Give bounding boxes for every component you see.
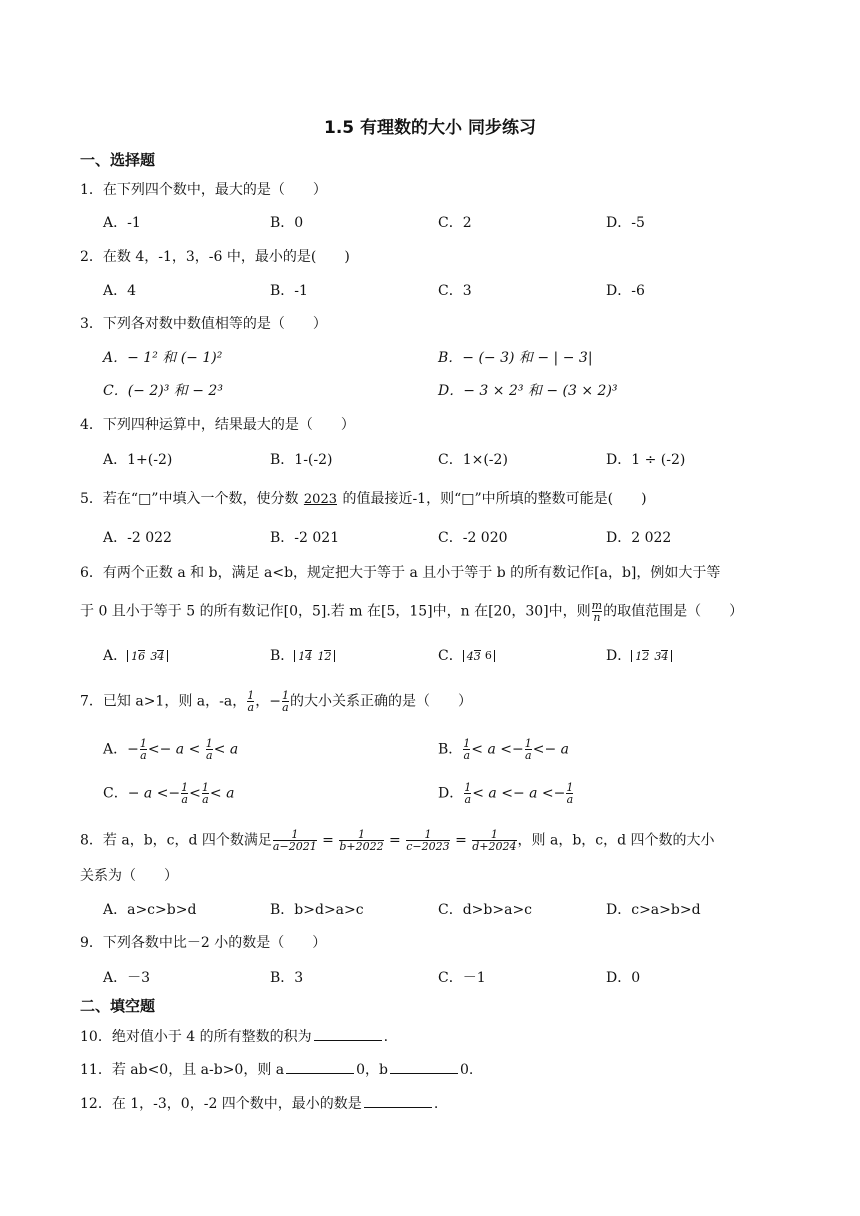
- q6a-n2: 3: [150, 650, 158, 663]
- question-10-end: .: [383, 1029, 389, 1045]
- question-7-stem: 7．已知 a>1，则 a，-a， $\frac{1}{a}$ ，− $\frac{1}{a}$ 的大小关系正确的是（ ）: [80, 689, 472, 714]
- question-8-den-2: b+2022: [339, 840, 384, 853]
- question-3-option-b: B．− (− 3) 和 − | − 3|: [438, 350, 593, 366]
- question-8-option-a: A．a>c>b>d: [103, 902, 197, 918]
- question-7-option-d-label: D．: [438, 785, 464, 802]
- question-9-option-d: D．0: [606, 970, 641, 986]
- question-12-end: .: [433, 1096, 439, 1112]
- question-6-option-b-label: B．: [270, 648, 295, 664]
- q6a-d1: 6: [138, 650, 146, 663]
- question-5-stem-a: 5．若在“□”中填入一个数，使分数: [80, 491, 299, 507]
- q6a-n1: 1: [131, 650, 139, 663]
- q6a-d2: 4: [157, 650, 165, 663]
- question-1-option-b: B．0: [270, 215, 304, 231]
- question-6-option-d: [606, 646, 672, 666]
- question-1-option-c: C．2: [438, 215, 472, 231]
- question-8-den-3: c−2023: [406, 840, 450, 853]
- question-8-den-1: a−2021: [272, 840, 317, 853]
- question-2-option-c: C．3: [438, 283, 472, 299]
- question-2-option-d: D．-6: [606, 283, 645, 299]
- question-6-fraction-num: m: [591, 599, 603, 612]
- page-title: 1.5 有理数的大小 同步练习: [324, 118, 536, 138]
- q6c-n1: 4: [466, 650, 474, 664]
- question-6-line-2-b: 的取值范围是（ ）: [603, 603, 744, 620]
- question-7-option-b-label: B．: [438, 741, 463, 758]
- question-6-option-a-interval: [127, 650, 168, 662]
- question-11: [80, 1059, 473, 1080]
- question-5-fraction: [303, 491, 337, 507]
- question-8-line-1-a: 8．若 a，b，c，d 四个数满足: [80, 832, 272, 849]
- q6d-d1: 2: [642, 650, 650, 663]
- question-8-line-2: 关系为（ ）: [80, 868, 178, 884]
- question-5-numerator: 2023: [303, 491, 337, 507]
- question-8-option-d: D．c>a>b>d: [606, 902, 701, 918]
- question-8-line-1-b: ，则 a，b，c，d 四个数的大小: [517, 832, 715, 849]
- question-5-option-b: B．-2 021: [270, 530, 340, 546]
- question-4-stem: 4．下列四种运算中，结果最大的是（ ）: [80, 417, 355, 433]
- question-7-option-c-label: C．: [103, 785, 128, 802]
- question-6-option-c-interval: [463, 650, 495, 663]
- question-6-fraction-den: n: [593, 611, 601, 624]
- question-5-option-a: A．-2 022: [103, 530, 172, 546]
- question-9-option-a: A．－3: [103, 970, 151, 986]
- question-6-option-c: [438, 646, 495, 666]
- question-3-option-d: D．− 3 × 2³ 和 − (3 × 2)³: [438, 383, 618, 399]
- q6d-d2: 4: [661, 650, 669, 663]
- question-12-answer-blank[interactable]: [364, 1093, 432, 1108]
- question-5-option-c: C．-2 020: [438, 530, 508, 546]
- question-8-den-4: d+2024: [472, 840, 517, 853]
- q6b-n1: 1: [298, 650, 306, 663]
- question-4-option-d: D．1 ÷ (-2): [606, 452, 686, 468]
- question-4-option-a: A．1+(-2): [103, 452, 173, 468]
- q6c-d1: 3: [473, 650, 481, 664]
- question-6-fraction-m-over-n: [592, 600, 602, 623]
- question-1-stem: 1．在下列四个数中，最大的是（ ）: [80, 182, 327, 198]
- question-9-option-b: B．3: [270, 970, 304, 986]
- question-11-stem-a: 11．若 ab<0，且 a-b>0，则 a: [80, 1062, 285, 1078]
- question-6-line-2-a: 于 0 且小于等于 5 的所有数记作[0，5].若 m 在[5，15]中，n 在[20，30]中，则: [80, 603, 591, 620]
- question-7-stem-a: 7．已知 a>1，则 a，-a，: [80, 693, 247, 710]
- question-6-option-b: [270, 646, 335, 666]
- question-6-option-d-interval: [631, 650, 672, 662]
- question-7-option-a-label: A．: [103, 741, 128, 758]
- question-6-line-1: 6．有两个正数 a 和 b，满足 a<b，规定把大于等于 a 且小于等于 b 的所有数记作[a，b]，例如大于等: [80, 565, 721, 581]
- question-4-option-b: B．1-(-2): [270, 452, 333, 468]
- question-6-option-a: [103, 646, 168, 666]
- question-7-option-a: A．− $\frac{1}{a}$ <− a < $\frac{1}{a}$ < a: [103, 737, 239, 762]
- question-10-stem: 10．绝对值小于 4 的所有整数的积为: [80, 1029, 312, 1045]
- question-2-option-b: B．-1: [270, 283, 308, 299]
- question-5-stem-b: 的值最接近-1，则“□”中所填的整数可能是( ): [342, 491, 647, 507]
- question-3-stem: 3．下列各对数中数值相等的是（ ）: [80, 316, 327, 332]
- question-3-option-c: C．(− 2)³ 和 − 2³: [103, 383, 223, 399]
- question-9-stem: 9．下列各数中比－2 小的数是（ ）: [80, 935, 327, 951]
- question-6-option-c-label: C．: [438, 648, 463, 664]
- section-fill-heading: 二、填空题: [80, 997, 156, 1015]
- question-7-option-c: C．− a <− $\frac{1}{a}$ < $\frac{1}{a}$ < a: [103, 781, 235, 806]
- question-5-stem: [80, 489, 647, 509]
- question-8-option-c: C．d>b>a>c: [438, 902, 533, 918]
- q6b-n2: 1: [317, 650, 325, 663]
- question-10-answer-blank[interactable]: [314, 1026, 382, 1041]
- q6b-d1: 4: [305, 650, 313, 663]
- question-7-option-b: B． $\frac{1}{a}$ < a <− $\frac{1}{a}$ <− a: [438, 737, 570, 762]
- question-12-stem: 12．在 1，-3，0，-2 四个数中，最小的数是: [80, 1096, 362, 1112]
- question-3-option-a: A．− 1² 和 (− 1)²: [103, 350, 223, 366]
- question-11-stem-b: 0，b: [356, 1062, 389, 1078]
- question-11-answer-blank-b[interactable]: [390, 1059, 458, 1074]
- question-7-option-d: D． $\frac{1}{a}$ < a <− a <− $\frac{1}{a}$: [438, 781, 574, 806]
- question-7-stem-c: 的大小关系正确的是（ ）: [289, 693, 472, 710]
- question-6-option-d-label: D．: [606, 648, 632, 664]
- section-choice-heading: 一、选择题: [80, 151, 156, 169]
- question-2-option-a: A．4: [103, 283, 137, 299]
- q6b-d2: 2: [324, 650, 332, 663]
- question-5-option-d: D．2 022: [606, 530, 672, 546]
- question-6-line-2: [80, 600, 743, 623]
- question-1-option-d: D．-5: [606, 215, 645, 231]
- question-11-answer-blank-a[interactable]: [286, 1059, 354, 1074]
- question-6-option-b-interval: [294, 650, 335, 662]
- q6c-value: 6: [484, 648, 492, 662]
- question-8-option-b: B．b>d>a>c: [270, 902, 364, 918]
- question-10: [80, 1026, 388, 1047]
- question-4-option-c: C．1×(-2): [438, 452, 508, 468]
- question-12: [80, 1093, 438, 1114]
- q6d-n1: 1: [635, 650, 643, 663]
- question-6-option-a-label: A．: [103, 648, 128, 664]
- question-11-end: 0.: [460, 1062, 474, 1078]
- question-1-option-a: A．-1: [103, 215, 141, 231]
- question-2-stem: 2．在数 4，-1，3，-6 中，最小的是( ): [80, 249, 350, 265]
- question-7-stem-b: ，−: [255, 693, 281, 710]
- question-9-option-c: C．－1: [438, 970, 486, 986]
- q6d-n2: 3: [654, 650, 662, 663]
- question-8-line-1: 8．若 a，b，c，d 四个数满足 $\frac{1}{a-2021}$ = $\frac{1}{b+2022}$ = $\frac{1}{c-2023}$ = $\frac{1}{d+2024}$ ，则 a，b，c，d 四个数的大小: [80, 828, 715, 853]
